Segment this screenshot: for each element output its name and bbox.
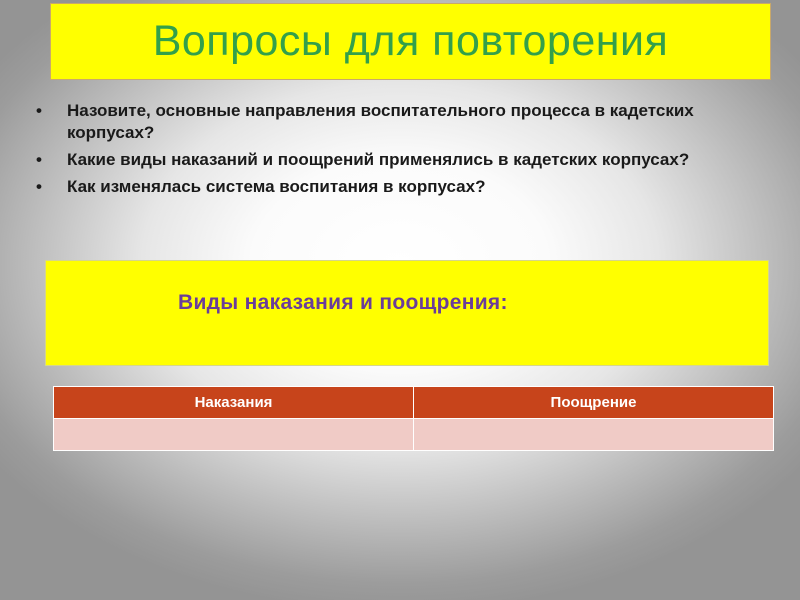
question-text: Какие виды наказаний и поощрений применялись в кадетских корпусах? — [67, 150, 690, 169]
bullet-icon: • — [36, 177, 42, 196]
table-cell-punishments — [54, 419, 414, 451]
table-header-row — [54, 387, 774, 419]
bullet-icon: • — [36, 101, 42, 120]
question-item — [36, 149, 756, 171]
table-row — [54, 419, 774, 451]
table-cell-rewards — [414, 419, 774, 451]
question-list — [36, 100, 756, 203]
question-item — [36, 100, 756, 144]
bullet-icon: • — [36, 150, 42, 169]
punishment-reward-table — [53, 386, 774, 451]
slide-title: Вопросы для повторения — [152, 17, 669, 65]
question-text: Как изменялась система воспитания в корпусах? — [67, 177, 486, 196]
column-header-punishments: Наказания — [54, 387, 414, 419]
question-item — [36, 176, 756, 198]
column-header-rewards: Поощрение — [414, 387, 774, 419]
kinds-heading: Виды наказания и поощрения: — [178, 291, 508, 314]
kinds-banner — [45, 260, 769, 366]
title-banner — [50, 3, 771, 80]
question-text: Назовите, основные направления воспитательного процесса в кадетских корпусах? — [67, 101, 694, 142]
